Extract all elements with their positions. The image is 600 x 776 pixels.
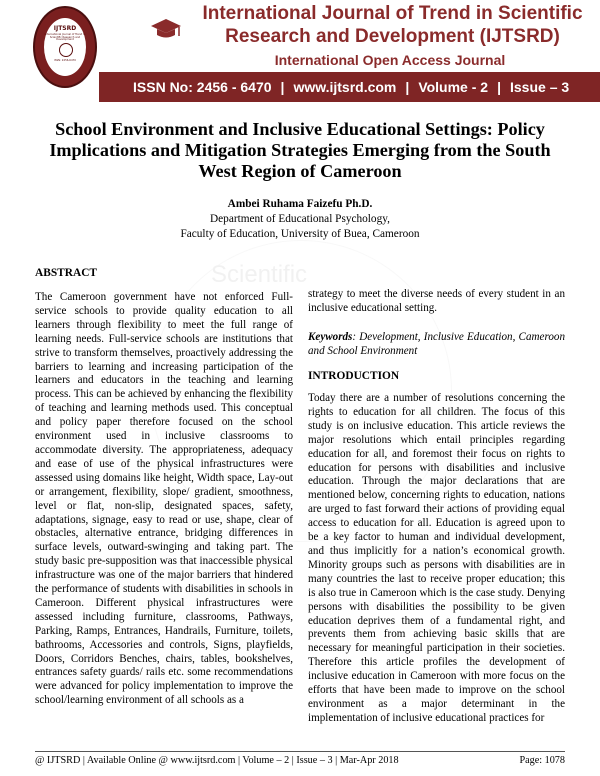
journal-seal-logo: [33, 6, 97, 88]
logo-subtitle: International Journal of Trend in Scientific Research and Development: [44, 33, 86, 42]
introduction-text: Today there are a number of resolutions concerning the rights to education for all children. The focus of this study is on inclusive education. This article reviews the major resolutions which entail principles regarding education for all, and foremost their focus on rights to education for persons with disabilities and inclusive education. Through the major declarations that are mentioned below, concerning rights to education, nations are urged to fast forward their actions of providing equal access to education for all. Education is agreed upon to be a key factor to human and individual development, and thus implicitly for a nation’s economical growth. Minority groups such as persons with disabilities are in many countries the last to receive proper education; this is also true in Cameroon which is the case study. Denying persons with disabilities the possibility to be given education deprives them of a fundamental right, and prevents them from achieving basic skills that are necessary for meaningful participation in their societies. Therefore this article profiles the development of inclusive education in Cameroon with more focus on the efforts that have been made to improve on the school environment as a major determinant in the implementation of inclusive educational practices for: [308, 392, 565, 724]
keywords: [308, 331, 565, 359]
logo-issn: ISSN: 2456-6470: [54, 59, 76, 62]
abstract-continuation: strategy to meet the diverse needs of every student in an inclusive educational setting.: [308, 288, 565, 314]
footer-divider: [35, 751, 565, 752]
graduation-cap-icon: [150, 17, 182, 41]
abstract-heading: ABSTRACT: [35, 267, 98, 279]
issue-label: Issue – 3: [510, 79, 570, 95]
affiliation-department: Department of Educational Psychology,: [210, 213, 390, 225]
footer-citation: @ IJTSRD | Available Online @ www.ijtsrd.com | Volume – 2 | Issue – 3 | Mar-Apr 2018: [35, 755, 399, 766]
website-link[interactable]: www.ijtsrd.com: [293, 79, 397, 95]
journal-header: [0, 0, 600, 104]
issn-bar: ISSN No: 2456 - 6470 | www.ijtsrd.com | Volume - 2 | Issue – 3: [99, 72, 600, 102]
logo-name: IJTSRD: [53, 25, 77, 32]
keywords-value: : Development, Inclusive Education, Cameroon and School Environment: [308, 331, 565, 357]
abstract-text: The Cameroon government have not enforced Full-service schools to provide quality education to all learners through flexibility to meet the full range of learning needs. Full-service schools are institutions that strive to transform themselves, proactively addressing the barriers to learning and increasing participation of the learners and educators in the teaching and learning process. This can be achieved by enhancing the flexibility of teaching and learning methods used. This conceptual and policy paper therefore focused on the school environment used in inclusive classrooms to accommodate diversity. The appropriateness, adequacy and ease of use of the physical infrastructures were assessed using domains like height, Width space, Lay-out or arrangement, flexibility, slope/ gradient, smoothness, level or flat, non-slip, designated spaces, safety, adaptations, signage, easy to read or use, shape, clear of obstacles, alternative entrance, bridging differences in surface levels, outward-swinging and taking part. The study basic pre-supposition was that inaccessible physical infrastructure was one of the major barriers that hindered the performance of students with disabilities in schools in Cameroon. Different physical infrastructures were assessed including furniture, classrooms, Pathways, Parking, Ramps, Entrances, Handrails, Furniture, toilets, bathrooms, Accessories and controls, Signs, playfields, Doors, Corridors Benches, chairs, tables, bookshelves, entrances safety guards/ rails etc. some recommendations were advanced for policy implementation to improve the school/learning environment of all schools as a: [35, 291, 293, 707]
page-footer: [35, 755, 565, 766]
logo-inner: [44, 18, 86, 76]
paper-title: School Environment and Inclusive Educational Settings: Policy Implications and Mitigation Strategies Emerging from the South West Region of Cameroon: [49, 119, 551, 181]
journal-title: International Journal of Trend in Scientific Research and Development (IJTSRD): [202, 3, 583, 47]
affiliation-faculty: Faculty of Education, University of Buea, Cameroon: [180, 228, 420, 240]
introduction-heading: INTRODUCTION: [308, 370, 400, 382]
volume-label: Volume - 2: [418, 79, 489, 95]
watermark: Scientific: [150, 240, 452, 542]
keywords-label: Keywords: [308, 331, 353, 343]
open-access-label: International Open Access Journal: [274, 52, 506, 68]
logo-ring-text: [36, 10, 94, 14]
issn-number: ISSN No: 2456 - 6470: [133, 79, 272, 95]
globe-icon: [59, 43, 73, 57]
page-number: Page: 1078: [519, 755, 565, 766]
author-name: Ambei Ruhama Faizefu Ph.D.: [227, 198, 373, 210]
